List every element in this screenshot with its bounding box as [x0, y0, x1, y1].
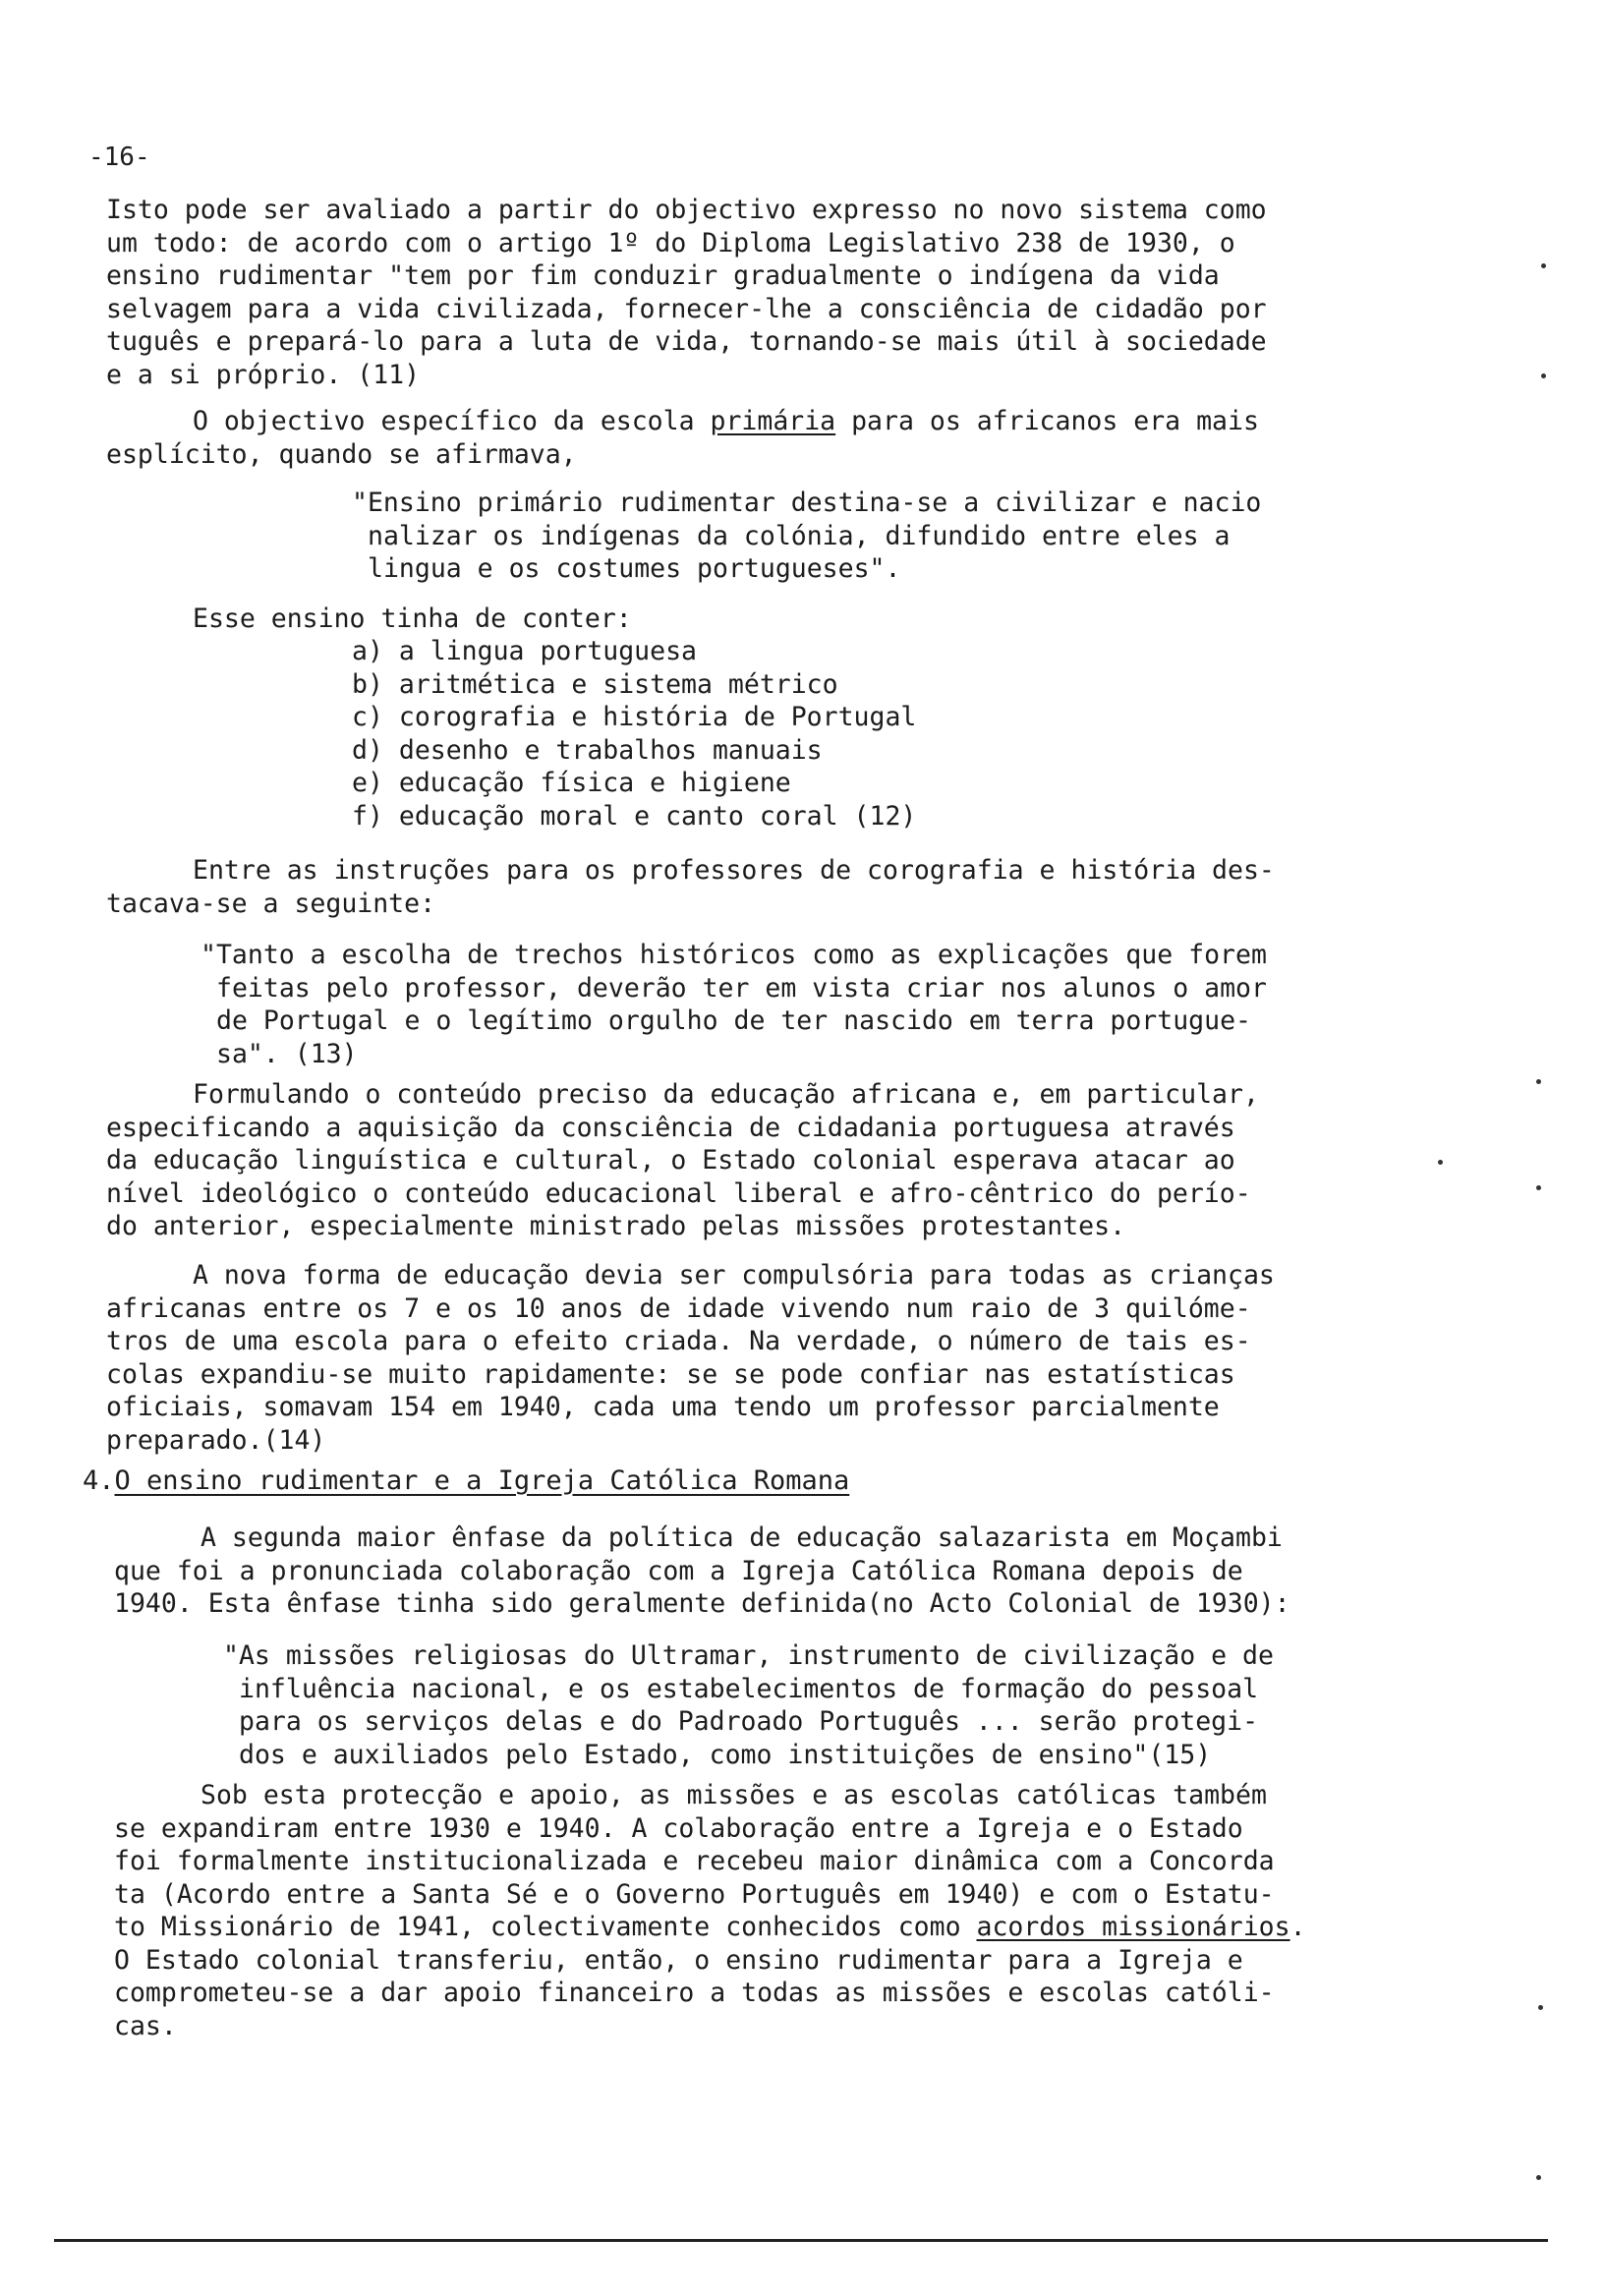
list-item: f) educação moral e canto coral (12) — [352, 800, 917, 832]
list-item: d) desenho e trabalhos manuais — [352, 734, 823, 766]
paragraph-2 — [106, 405, 1259, 471]
scan-speck — [1538, 2005, 1543, 2010]
text-line: selvagem para a vida civilizada, fornecer-lhe a consciência de cidadão por — [106, 293, 1267, 324]
scan-speck — [1438, 1160, 1443, 1165]
content-list — [352, 635, 916, 832]
text-line: se expandiram entre 1930 e 1940. A colaboração entre a Igreja e o Estado — [114, 1812, 1243, 1844]
text-line: do anterior, especialmente ministrado pelas missões protestantes. — [106, 1211, 1126, 1241]
text-line: oficiais, somavam 154 em 1940, cada uma tendo um professor parcialmente — [106, 1392, 1220, 1422]
text-line: A segunda maior ênfase da política de educação salazarista em Moçambi — [200, 1522, 1283, 1553]
text-line: tuguês e prepará-lo para a luta de vida, tornando-se mais útil à sociedade — [106, 326, 1267, 357]
text-line: que foi a pronunciada colaboração com a Igreja Católica Romana depois de — [114, 1555, 1243, 1586]
scan-speck — [1536, 1079, 1541, 1084]
paragraph-7 — [114, 1521, 1290, 1621]
text-segment: . — [1289, 1912, 1306, 1942]
list-item: b) aritmética e sistema métrico — [352, 668, 838, 700]
quote-line: lingua e os costumes portugueses". — [368, 553, 901, 584]
text-line: O Estado colonial transferiu, então, o ensino rudimentar para a Igreja e — [114, 1944, 1243, 1976]
text-line: A nova forma de educação devia ser compulsória para todas as crianças — [193, 1260, 1275, 1291]
text-line — [106, 405, 1259, 438]
quote-line: de Portugal e o legítimo orgulho de ter nascido em terra portugue- — [216, 1005, 1251, 1036]
list-item: e) educação física e higiene — [352, 768, 791, 798]
quote-line: influência nacional, e os estabelecimentos de formação do pessoal — [239, 1673, 1259, 1704]
text-line: Entre as instruções para os professores de corografia e história des- — [193, 855, 1275, 886]
list-item: a) a lingua portuguesa — [352, 636, 697, 666]
text-line: africanas entre os 7 e os 10 anos de idade vivendo num raio de 3 quilóme- — [106, 1292, 1251, 1324]
quote-line: "Ensino primário rudimentar destina-se a civilizar e nacio — [352, 488, 1262, 518]
quote-1 — [352, 487, 1261, 586]
text-line: tacava-se a seguinte: — [106, 888, 436, 919]
paragraph-1 — [106, 194, 1267, 391]
quote-line: nalizar os indígenas da colónia, difundido entre eles a — [368, 520, 1231, 551]
scan-speck — [1536, 1185, 1541, 1190]
text-line: Sob esta protecção e apoio, as missões e as escolas católicas também — [200, 1780, 1267, 1810]
text-line: esplícito, quando se afirmava, — [106, 438, 577, 470]
page-number: -16- — [88, 143, 150, 172]
text-line: Isto pode ser avaliado a partir do objectivo expresso no novo sistema como — [106, 195, 1267, 225]
text-line: ensino rudimentar "tem por fim conduzir gradualmente o indígena da vida — [106, 260, 1220, 291]
scan-speck — [1541, 373, 1546, 378]
scan-speck — [1541, 263, 1546, 268]
section-title: O ensino rudimentar e a Igreja Católica Romana — [114, 1465, 850, 1496]
quote-line: "Tanto a escolha de trechos históricos como as explicações que forem — [200, 940, 1267, 970]
text-segment: para os africanos era mais — [835, 406, 1259, 436]
text-line: preparado.(14) — [106, 1424, 326, 1456]
paragraph-4 — [106, 854, 1275, 920]
text-line: especificando a aquisição da consciência de cidadania portuguesa através — [106, 1112, 1235, 1143]
paragraph-3 — [193, 603, 632, 636]
paragraph-5 — [106, 1078, 1259, 1243]
text-segment: O objectivo específico da escola — [193, 406, 711, 436]
text-line: e a si próprio. (11) — [106, 359, 421, 390]
text-line: Esse ensino tinha de conter: — [193, 603, 632, 634]
text-line: cas. — [114, 2010, 177, 2041]
paragraph-6 — [106, 1259, 1275, 1457]
quote-3 — [223, 1639, 1274, 1771]
section-heading — [83, 1465, 849, 1496]
bottom-rule — [54, 2239, 1548, 2242]
underlined-word: primária — [710, 406, 836, 436]
section-number: 4. — [83, 1465, 115, 1496]
quote-line: dos e auxiliados pelo Estado, como instituições de ensino"(15) — [239, 1739, 1212, 1770]
scan-speck — [1536, 2175, 1541, 2180]
text-segment: to Missionário de 1941, colectivamente conhecidos como — [114, 1912, 977, 1942]
text-line: da educação linguística e cultural, o Estado colonial esperava atacar ao — [106, 1145, 1235, 1176]
text-line: foi formalmente institucionalizada e recebeu maior dinâmica com a Concorda — [114, 1846, 1275, 1876]
underlined-term: acordos missionários — [976, 1912, 1290, 1942]
text-line: Formulando o conteúdo preciso da educação africana e, em particular, — [193, 1079, 1259, 1110]
text-line: colas expandiu-se muito rapidamente: se se pode confiar nas estatísticas — [106, 1358, 1235, 1390]
text-line: 1940. Esta ênfase tinha sido geralmente definida(no Acto Colonial de 1930): — [114, 1588, 1290, 1619]
quote-line: "As missões religiosas do Ultramar, instrumento de civilização e de — [223, 1640, 1274, 1671]
text-line — [114, 1911, 1306, 1944]
quote-line: sa". (13) — [216, 1038, 358, 1069]
text-line: tros de uma escola para o efeito criada. Na verdade, o número de tais es- — [106, 1326, 1251, 1356]
quote-line: feitas pelo professor, deverão ter em vista criar nos alunos o amor — [216, 972, 1267, 1004]
text-line: um todo: de acordo com o artigo 1º do Diploma Legislativo 238 de 1930, o — [106, 227, 1235, 258]
quote-2 — [200, 939, 1267, 1070]
list-item: c) corografia e história de Portugal — [352, 702, 917, 732]
paragraph-8 — [114, 1779, 1306, 2042]
quote-line: para os serviços delas e do Padroado Português ... serão protegi- — [239, 1706, 1259, 1737]
text-line: ta (Acordo entre a Santa Sé e o Governo Português em 1940) e com o Estatu- — [114, 1878, 1275, 1910]
text-line: comprometeu-se a dar apoio financeiro a todas as missões e escolas católi- — [114, 1978, 1275, 2008]
text-line: nível ideológico o conteúdo educacional liberal e afro-cêntrico do perío- — [106, 1177, 1251, 1209]
